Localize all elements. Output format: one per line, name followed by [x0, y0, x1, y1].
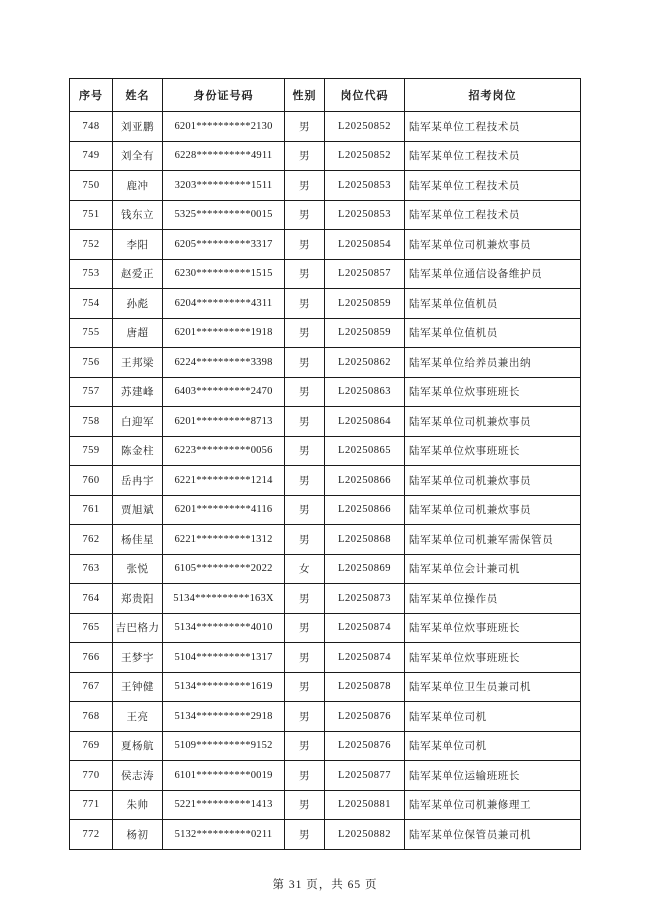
table-header — [70, 79, 581, 112]
column-header-serial: 序号 — [70, 79, 113, 112]
cell-gender: 男 — [285, 259, 325, 289]
cell-serial: 770 — [70, 761, 113, 791]
cell-gender: 男 — [285, 230, 325, 260]
table-row — [70, 702, 581, 732]
cell-name: 陈金柱 — [113, 436, 163, 466]
cell-name: 王邦梁 — [113, 348, 163, 378]
cell-job-code: L20250881 — [325, 790, 405, 820]
cell-job-title: 陆军某单位工程技术员 — [405, 141, 581, 171]
table-row — [70, 407, 581, 437]
cell-job-title: 陆军某单位司机兼炊事员 — [405, 230, 581, 260]
cell-job-code: L20250857 — [325, 259, 405, 289]
cell-job-title: 陆军某单位通信设备维护员 — [405, 259, 581, 289]
cell-gender: 男 — [285, 672, 325, 702]
cell-gender: 男 — [285, 112, 325, 142]
cell-serial: 766 — [70, 643, 113, 673]
cell-job-title: 陆军某单位司机兼修理工 — [405, 790, 581, 820]
table-row — [70, 230, 581, 260]
table-row — [70, 554, 581, 584]
cell-name: 王亮 — [113, 702, 163, 732]
cell-job-code: L20250853 — [325, 171, 405, 201]
cell-job-title: 陆军某单位司机兼军需保管员 — [405, 525, 581, 555]
table-row — [70, 348, 581, 378]
cell-job-title: 陆军某单位保管员兼司机 — [405, 820, 581, 850]
table-row — [70, 141, 581, 171]
cell-name: 白迎军 — [113, 407, 163, 437]
cell-id-number: 6228**********4911 — [163, 141, 285, 171]
cell-id-number: 6221**********1214 — [163, 466, 285, 496]
cell-id-number: 6201**********2130 — [163, 112, 285, 142]
table-row — [70, 436, 581, 466]
cell-id-number: 3203**********1511 — [163, 171, 285, 201]
cell-id-number: 6230**********1515 — [163, 259, 285, 289]
cell-job-code: L20250878 — [325, 672, 405, 702]
cell-serial: 772 — [70, 820, 113, 850]
cell-id-number: 5134**********4010 — [163, 613, 285, 643]
cell-name: 刘亚鹏 — [113, 112, 163, 142]
cell-serial: 762 — [70, 525, 113, 555]
cell-serial: 752 — [70, 230, 113, 260]
table-row — [70, 259, 581, 289]
cell-id-number: 5325**********0015 — [163, 200, 285, 230]
cell-name: 杨佳星 — [113, 525, 163, 555]
cell-gender: 男 — [285, 495, 325, 525]
cell-gender: 男 — [285, 643, 325, 673]
cell-serial: 760 — [70, 466, 113, 496]
cell-gender: 男 — [285, 436, 325, 466]
cell-job-title: 陆军某单位司机兼炊事员 — [405, 466, 581, 496]
cell-id-number: 6201**********8713 — [163, 407, 285, 437]
cell-id-number: 5132**********0211 — [163, 820, 285, 850]
table-row — [70, 171, 581, 201]
cell-serial: 755 — [70, 318, 113, 348]
cell-name: 贾旭斌 — [113, 495, 163, 525]
table-row — [70, 643, 581, 673]
cell-job-code: L20250869 — [325, 554, 405, 584]
cell-job-code: L20250876 — [325, 731, 405, 761]
cell-job-title: 陆军某单位工程技术员 — [405, 171, 581, 201]
cell-gender: 女 — [285, 554, 325, 584]
cell-job-code: L20250865 — [325, 436, 405, 466]
cell-serial: 750 — [70, 171, 113, 201]
cell-name: 杨初 — [113, 820, 163, 850]
cell-job-title: 陆军某单位司机 — [405, 702, 581, 732]
cell-serial: 765 — [70, 613, 113, 643]
cell-job-title: 陆军某单位卫生员兼司机 — [405, 672, 581, 702]
table-row — [70, 495, 581, 525]
cell-id-number: 6201**********1918 — [163, 318, 285, 348]
cell-id-number: 6201**********4116 — [163, 495, 285, 525]
table-row — [70, 377, 581, 407]
table-body — [70, 112, 581, 850]
cell-gender: 男 — [285, 407, 325, 437]
column-header-gender: 性别 — [285, 79, 325, 112]
cell-gender: 男 — [285, 348, 325, 378]
cell-job-code: L20250874 — [325, 643, 405, 673]
cell-gender: 男 — [285, 318, 325, 348]
cell-id-number: 6101**********0019 — [163, 761, 285, 791]
cell-job-code: L20250859 — [325, 318, 405, 348]
cell-name: 岳冉宇 — [113, 466, 163, 496]
cell-gender: 男 — [285, 613, 325, 643]
cell-id-number: 6224**********3398 — [163, 348, 285, 378]
cell-name: 刘全有 — [113, 141, 163, 171]
cell-job-title: 陆军某单位操作员 — [405, 584, 581, 614]
cell-job-title: 陆军某单位给养员兼出纳 — [405, 348, 581, 378]
cell-job-code: L20250874 — [325, 613, 405, 643]
table-row — [70, 200, 581, 230]
cell-name: 朱帅 — [113, 790, 163, 820]
cell-job-title: 陆军某单位工程技术员 — [405, 200, 581, 230]
cell-gender: 男 — [285, 525, 325, 555]
cell-name: 郑贵阳 — [113, 584, 163, 614]
cell-gender: 男 — [285, 466, 325, 496]
cell-name: 夏杨航 — [113, 731, 163, 761]
cell-job-title: 陆军某单位炊事班班长 — [405, 377, 581, 407]
cell-job-code: L20250853 — [325, 200, 405, 230]
cell-id-number: 5134**********163X — [163, 584, 285, 614]
cell-name: 唐超 — [113, 318, 163, 348]
cell-name: 鹿冲 — [113, 171, 163, 201]
cell-job-code: L20250877 — [325, 761, 405, 791]
cell-gender: 男 — [285, 820, 325, 850]
column-header-name: 姓名 — [113, 79, 163, 112]
cell-job-title: 陆军某单位司机 — [405, 731, 581, 761]
cell-gender: 男 — [285, 702, 325, 732]
table-row — [70, 466, 581, 496]
cell-job-code: L20250864 — [325, 407, 405, 437]
cell-gender: 男 — [285, 377, 325, 407]
cell-job-code: L20250866 — [325, 495, 405, 525]
cell-job-code: L20250863 — [325, 377, 405, 407]
cell-name: 苏建峰 — [113, 377, 163, 407]
cell-id-number: 6105**********2022 — [163, 554, 285, 584]
table-row — [70, 672, 581, 702]
cell-id-number: 6221**********1312 — [163, 525, 285, 555]
cell-name: 张悦 — [113, 554, 163, 584]
cell-job-code: L20250876 — [325, 702, 405, 732]
cell-job-code: L20250873 — [325, 584, 405, 614]
cell-job-title: 陆军某单位工程技术员 — [405, 112, 581, 142]
cell-job-title: 陆军某单位炊事班班长 — [405, 613, 581, 643]
cell-gender: 男 — [285, 171, 325, 201]
cell-job-code: L20250866 — [325, 466, 405, 496]
cell-gender: 男 — [285, 200, 325, 230]
cell-gender: 男 — [285, 141, 325, 171]
table-row — [70, 731, 581, 761]
cell-serial: 759 — [70, 436, 113, 466]
cell-id-number: 5134**********2918 — [163, 702, 285, 732]
cell-id-number: 6223**********0056 — [163, 436, 285, 466]
column-header-job-code: 岗位代码 — [325, 79, 405, 112]
cell-serial: 749 — [70, 141, 113, 171]
cell-id-number: 5104**********1317 — [163, 643, 285, 673]
cell-job-title: 陆军某单位值机员 — [405, 318, 581, 348]
cell-name: 王钟健 — [113, 672, 163, 702]
cell-name: 钱东立 — [113, 200, 163, 230]
cell-job-code: L20250859 — [325, 289, 405, 319]
cell-job-title: 陆军某单位炊事班班长 — [405, 643, 581, 673]
table-row — [70, 318, 581, 348]
table-row — [70, 613, 581, 643]
cell-job-title: 陆军某单位会计兼司机 — [405, 554, 581, 584]
cell-serial: 771 — [70, 790, 113, 820]
cell-serial: 757 — [70, 377, 113, 407]
cell-serial: 763 — [70, 554, 113, 584]
cell-gender: 男 — [285, 761, 325, 791]
cell-id-number: 6204**********4311 — [163, 289, 285, 319]
cell-name: 吉巴格力 — [113, 613, 163, 643]
cell-serial: 769 — [70, 731, 113, 761]
cell-name: 王梦宇 — [113, 643, 163, 673]
cell-job-code: L20250862 — [325, 348, 405, 378]
cell-job-title: 陆军某单位运输班班长 — [405, 761, 581, 791]
cell-gender: 男 — [285, 731, 325, 761]
cell-serial: 751 — [70, 200, 113, 230]
cell-serial: 761 — [70, 495, 113, 525]
column-header-id-number: 身份证号码 — [163, 79, 285, 112]
table-row — [70, 820, 581, 850]
cell-serial: 748 — [70, 112, 113, 142]
cell-job-title: 陆军某单位值机员 — [405, 289, 581, 319]
cell-id-number: 6403**********2470 — [163, 377, 285, 407]
cell-job-code: L20250868 — [325, 525, 405, 555]
cell-id-number: 5134**********1619 — [163, 672, 285, 702]
cell-serial: 768 — [70, 702, 113, 732]
cell-job-code: L20250852 — [325, 141, 405, 171]
cell-gender: 男 — [285, 584, 325, 614]
cell-job-title: 陆军某单位炊事班班长 — [405, 436, 581, 466]
cell-gender: 男 — [285, 289, 325, 319]
recruitment-roster-table — [69, 78, 581, 850]
cell-serial: 767 — [70, 672, 113, 702]
cell-job-code: L20250882 — [325, 820, 405, 850]
cell-serial: 753 — [70, 259, 113, 289]
cell-name: 李阳 — [113, 230, 163, 260]
cell-id-number: 5221**********1413 — [163, 790, 285, 820]
table-row — [70, 525, 581, 555]
table-row — [70, 584, 581, 614]
page-number: 第 31 页，共 65 页 — [272, 879, 378, 891]
column-header-job-title: 招考岗位 — [405, 79, 581, 112]
cell-gender: 男 — [285, 790, 325, 820]
cell-job-title: 陆军某单位司机兼炊事员 — [405, 407, 581, 437]
table-row — [70, 761, 581, 791]
cell-job-title: 陆军某单位司机兼炊事员 — [405, 495, 581, 525]
cell-serial: 756 — [70, 348, 113, 378]
cell-id-number: 5109**********9152 — [163, 731, 285, 761]
cell-serial: 764 — [70, 584, 113, 614]
cell-id-number: 6205**********3317 — [163, 230, 285, 260]
header-row — [70, 79, 581, 112]
cell-name: 赵爱正 — [113, 259, 163, 289]
cell-name: 侯志涛 — [113, 761, 163, 791]
cell-serial: 758 — [70, 407, 113, 437]
cell-serial: 754 — [70, 289, 113, 319]
cell-job-code: L20250854 — [325, 230, 405, 260]
table-row — [70, 790, 581, 820]
table-row — [70, 112, 581, 142]
table-row — [70, 289, 581, 319]
cell-name: 孙彪 — [113, 289, 163, 319]
cell-job-code: L20250852 — [325, 112, 405, 142]
